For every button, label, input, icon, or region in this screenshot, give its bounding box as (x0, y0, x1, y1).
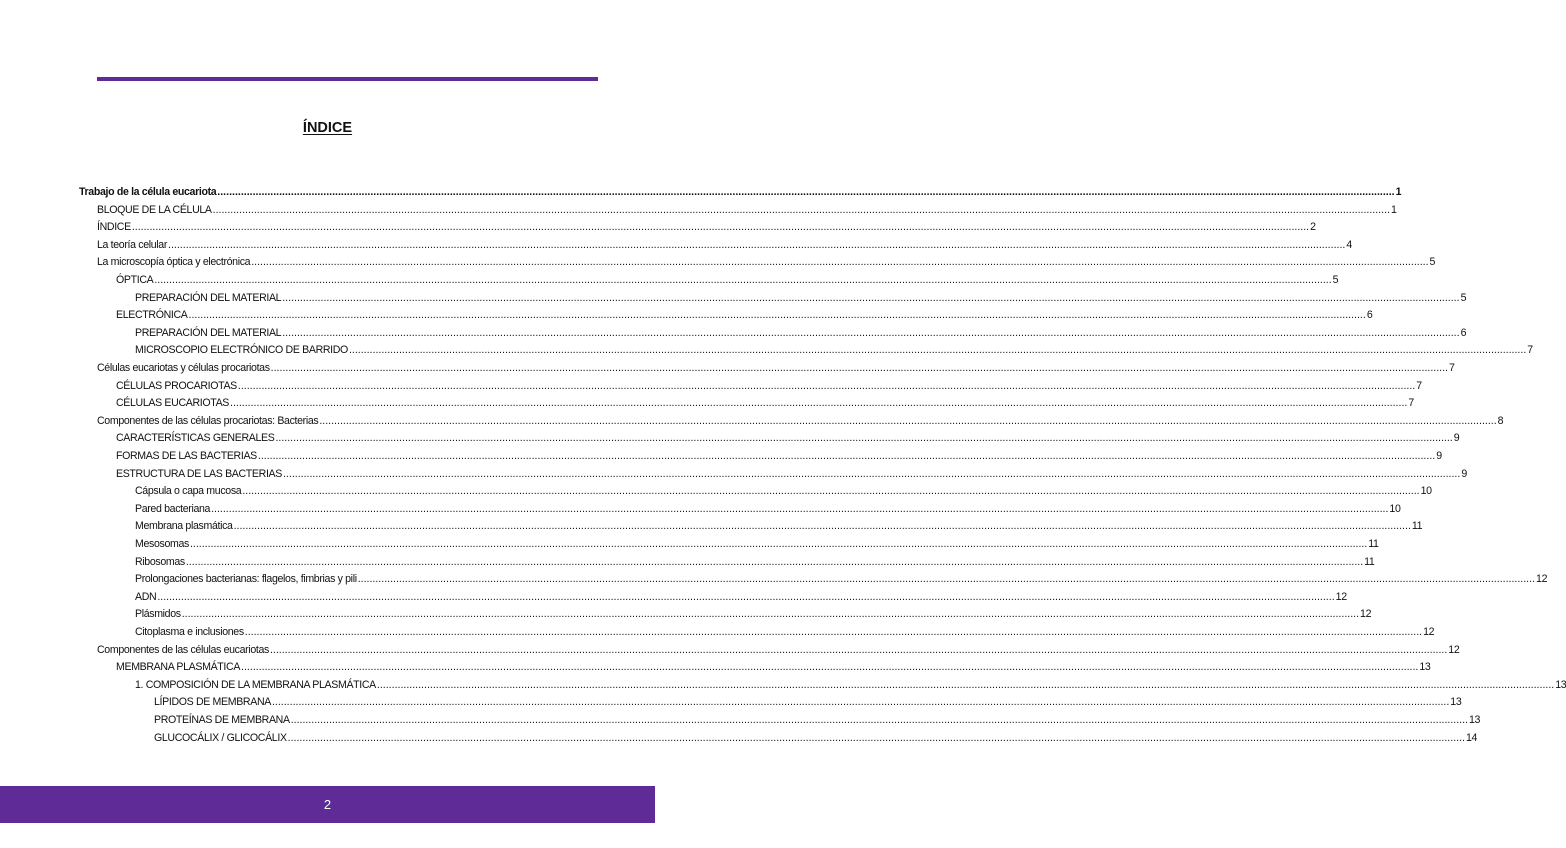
toc-dot-leader: ................................................................................................................................................................................................................................................................................................................................................................................................................ (271, 696, 1450, 709)
toc-entry-page: 8 (1497, 414, 1504, 427)
toc-entry[interactable] (97, 414, 1504, 433)
toc-entry-label: Citoplasma e inclusiones (135, 626, 244, 638)
toc-entry[interactable] (116, 661, 1431, 679)
toc-entry[interactable] (97, 238, 1352, 257)
toc-entry-label: ÓPTICA (116, 274, 154, 286)
toc-dot-leader: ................................................................................................................................................................................................................................................................................................................................................................................................................ (185, 555, 1364, 568)
toc-entry-label: PREPARACIÓN DEL MATERIAL (135, 326, 282, 339)
toc-entry-page: 13 (1450, 696, 1462, 709)
toc-entry-label: Cápsula o capa mucosa (135, 485, 242, 498)
page-footer (0, 786, 655, 823)
toc-entry-page: 1 (1390, 203, 1397, 216)
toc-dot-leader: ................................................................................................................................................................................................................................................................................................................................................................................................................ (168, 238, 1346, 251)
toc-entry[interactable] (135, 520, 1423, 538)
header-rule (97, 77, 598, 81)
toc-dot-leader: ................................................................................................................................................................................................................................................................................................................................................................................................................ (287, 731, 1465, 744)
toc-entry[interactable] (97, 256, 1436, 274)
toc-entry[interactable] (135, 291, 1467, 310)
toc-entry-page: 12 (1536, 573, 1548, 586)
toc-entry-page: 13 (1419, 661, 1431, 674)
toc-dot-leader: ................................................................................................................................................................................................................................................................................................................................................................................................................ (357, 573, 1536, 586)
toc-entry-label: PREPARACIÓN DEL MATERIAL (135, 291, 282, 304)
toc-entry-label: MEMBRANA PLASMÁTICA (116, 661, 241, 674)
toc-entry-page: 2 (1310, 221, 1316, 234)
toc-dot-leader: ................................................................................................................................................................................................................................................................................................................................................................................................................ (244, 626, 1423, 638)
toc-entry[interactable] (116, 432, 1460, 450)
toc-entry-page: 13 (1469, 714, 1481, 726)
toc-entry-page: 6 (1460, 326, 1467, 339)
toc-dot-leader: ................................................................................................................................................................................................................................................................................................................................................................................................................ (282, 326, 1460, 339)
toc-entry[interactable] (135, 502, 1401, 521)
toc-entry-label: Células eucariotas y células procariotas (97, 362, 270, 374)
page-title: ÍNDICE (302, 120, 353, 136)
toc-entry-page: 1 (1395, 186, 1402, 198)
toc-entry-page: 12 (1335, 590, 1347, 603)
toc-entry[interactable] (116, 450, 1442, 468)
toc-entry-page: 5 (1429, 256, 1436, 269)
toc-entry-label: Ribosomas (135, 555, 185, 568)
toc-entry[interactable] (135, 485, 1432, 503)
page-number: 2 (323, 797, 332, 812)
toc-dot-leader: ................................................................................................................................................................................................................................................................................................................................................................................................................ (282, 467, 1461, 480)
toc-entry-page: 7 (1527, 344, 1533, 357)
toc-entry-label: Trabajo de la célula eucariota (79, 186, 217, 198)
toc-entry-label: La teoría celular (97, 238, 168, 251)
toc-entry[interactable] (135, 344, 1533, 362)
toc-entry-page: 6 (1366, 309, 1373, 322)
toc-entry[interactable] (116, 397, 1414, 415)
toc-entry-label: CARACTERÍSTICAS GENERALES (116, 432, 275, 445)
toc-entry-page: 12 (1423, 626, 1435, 638)
toc-entry-page: 14 (1465, 731, 1478, 744)
toc-entry[interactable] (135, 678, 1566, 697)
toc-dot-leader: ................................................................................................................................................................................................................................................................................................................................................................................................................ (319, 414, 1497, 427)
toc-dot-leader: ................................................................................................................................................................................................................................................................................................................................................................................................................ (275, 432, 1453, 445)
toc-dot-leader: ................................................................................................................................................................................................................................................................................................................................................................................................................ (131, 221, 1310, 234)
toc-entry-label: CÉLULAS PROCARIOTAS (116, 379, 237, 392)
toc-dot-leader: ................................................................................................................................................................................................................................................................................................................................................................................................................ (242, 485, 1420, 498)
toc-dot-leader: ................................................................................................................................................................................................................................................................................................................................................................................................................ (233, 520, 1411, 533)
toc-dot-leader: ................................................................................................................................................................................................................................................................................................................................................................................................................ (211, 502, 1389, 515)
toc-dot-leader: ................................................................................................................................................................................................................................................................................................................................................................................................................ (189, 538, 1368, 550)
toc-dot-leader: ................................................................................................................................................................................................................................................................................................................................................................................................................ (212, 203, 1390, 216)
toc-dot-leader: ................................................................................................................................................................................................................................................................................................................................................................................................................ (257, 450, 1436, 462)
toc-entry[interactable] (97, 221, 1316, 239)
toc-dot-leader: ................................................................................................................................................................................................................................................................................................................................................................................................................ (217, 186, 1395, 198)
toc-entry-label: Prolongaciones bacterianas: flagelos, fimbrias y pili (135, 573, 357, 586)
toc-dot-leader: ................................................................................................................................................................................................................................................................................................................................................................................................................ (181, 608, 1360, 621)
toc-entry-label: CÉLULAS EUCARIOTAS (116, 397, 230, 410)
toc-entry[interactable] (154, 731, 1478, 750)
toc-entry-label: FORMAS DE LAS BACTERIAS (116, 450, 257, 462)
toc-entry-label: ELECTRÓNICA (116, 309, 188, 322)
toc-entry[interactable] (116, 379, 1422, 398)
toc-entry[interactable] (135, 538, 1379, 556)
toc-dot-leader: ................................................................................................................................................................................................................................................................................................................................................................................................................ (290, 714, 1469, 726)
toc-entry-label: MICROSCOPIO ELECTRÓNICO DE BARRIDO (135, 344, 348, 357)
toc-entry-label: Componentes de las células procariotas: Bacterias (97, 414, 319, 427)
toc-entry-page: 10 (1389, 502, 1401, 515)
toc-entry-page: 7 (1408, 397, 1414, 410)
toc-entry-label: PROTEÍNAS DE MEMBRANA (154, 714, 290, 726)
toc-entry-label: LÍPIDOS DE MEMBRANA (154, 696, 271, 709)
toc-entry-label: ADN (135, 590, 157, 603)
toc-entry-label: 1. COMPOSICIÓN DE LA MEMBRANA PLASMÁTICA (135, 678, 376, 691)
toc-dot-leader: ................................................................................................................................................................................................................................................................................................................................................................................................................ (157, 590, 1335, 603)
toc-dot-leader: ................................................................................................................................................................................................................................................................................................................................................................................................................ (376, 678, 1555, 691)
toc-entry[interactable] (135, 326, 1467, 345)
toc-entry[interactable] (97, 643, 1460, 662)
toc-entry-page: 11 (1411, 520, 1423, 533)
toc-entry-label: Mesosomas (135, 538, 189, 550)
toc-entry[interactable] (135, 555, 1375, 574)
toc-entry-page: 7 (1416, 379, 1422, 392)
toc-entry-page: 7 (1449, 362, 1455, 374)
toc-entry-page: 11 (1364, 555, 1375, 568)
toc-entry-page: 9 (1436, 450, 1442, 462)
toc-entry-label: BLOQUE DE LA CÉLULA (97, 203, 212, 216)
toc-entry-label: GLUCOCÁLIX / GLICOCÁLIX (154, 731, 287, 744)
toc-entry-page: 5 (1460, 291, 1467, 304)
toc-entry[interactable] (116, 274, 1339, 292)
toc-entry-page: 9 (1453, 432, 1460, 445)
toc-entry-label: Componentes de las células eucariotas (97, 643, 269, 656)
toc-entry-label: La microscopía óptica y electrónica (97, 256, 251, 269)
toc-dot-leader: ................................................................................................................................................................................................................................................................................................................................................................................................................ (230, 397, 1408, 410)
toc-dot-leader: ................................................................................................................................................................................................................................................................................................................................................................................................................ (188, 309, 1366, 322)
toc-dot-leader: ................................................................................................................................................................................................................................................................................................................................................................................................................ (241, 661, 1419, 674)
toc-dot-leader: ................................................................................................................................................................................................................................................................................................................................................................................................................ (154, 274, 1332, 286)
toc-dot-leader: ................................................................................................................................................................................................................................................................................................................................................................................................................ (269, 643, 1448, 656)
toc-entry[interactable] (79, 186, 1402, 204)
toc-entry[interactable] (154, 696, 1462, 714)
toc-dot-leader: ................................................................................................................................................................................................................................................................................................................................................................................................................ (251, 256, 1429, 269)
toc-entry[interactable] (97, 362, 1455, 380)
toc-entry-page: 5 (1332, 274, 1339, 286)
toc-dot-leader: ................................................................................................................................................................................................................................................................................................................................................................................................................ (270, 362, 1448, 374)
toc-entry-page: 4 (1346, 238, 1352, 251)
toc-entry-label: ÍNDICE (97, 221, 131, 234)
toc-entry[interactable] (154, 714, 1481, 732)
toc-entry[interactable] (135, 626, 1435, 644)
toc-entry[interactable] (116, 309, 1373, 327)
toc-entry[interactable] (97, 203, 1397, 222)
toc-entry-page: 13 (1555, 678, 1566, 691)
toc-dot-leader: ................................................................................................................................................................................................................................................................................................................................................................................................................ (282, 291, 1460, 304)
toc-entry-page: 10 (1420, 485, 1432, 498)
toc-entry-label: Membrana plasmática (135, 520, 233, 533)
toc-entry-label: ESTRUCTURA DE LAS BACTERIAS (116, 467, 282, 480)
toc-entry[interactable] (135, 573, 1548, 591)
toc-entry[interactable] (116, 467, 1467, 486)
toc-dot-leader: ................................................................................................................................................................................................................................................................................................................................................................................................................ (237, 379, 1416, 392)
toc-entry-label: Pared bacteriana (135, 502, 211, 515)
toc-entry-page: 12 (1448, 643, 1460, 656)
toc-entry[interactable] (135, 608, 1372, 626)
toc-dot-leader: ................................................................................................................................................................................................................................................................................................................................................................................................................ (348, 344, 1527, 357)
toc-entry[interactable] (135, 590, 1347, 609)
toc-entry-label: Plásmidos (135, 608, 181, 621)
toc-entry-page: 9 (1461, 467, 1467, 480)
toc-entry-page: 12 (1360, 608, 1372, 621)
toc-entry-page: 11 (1368, 538, 1379, 550)
